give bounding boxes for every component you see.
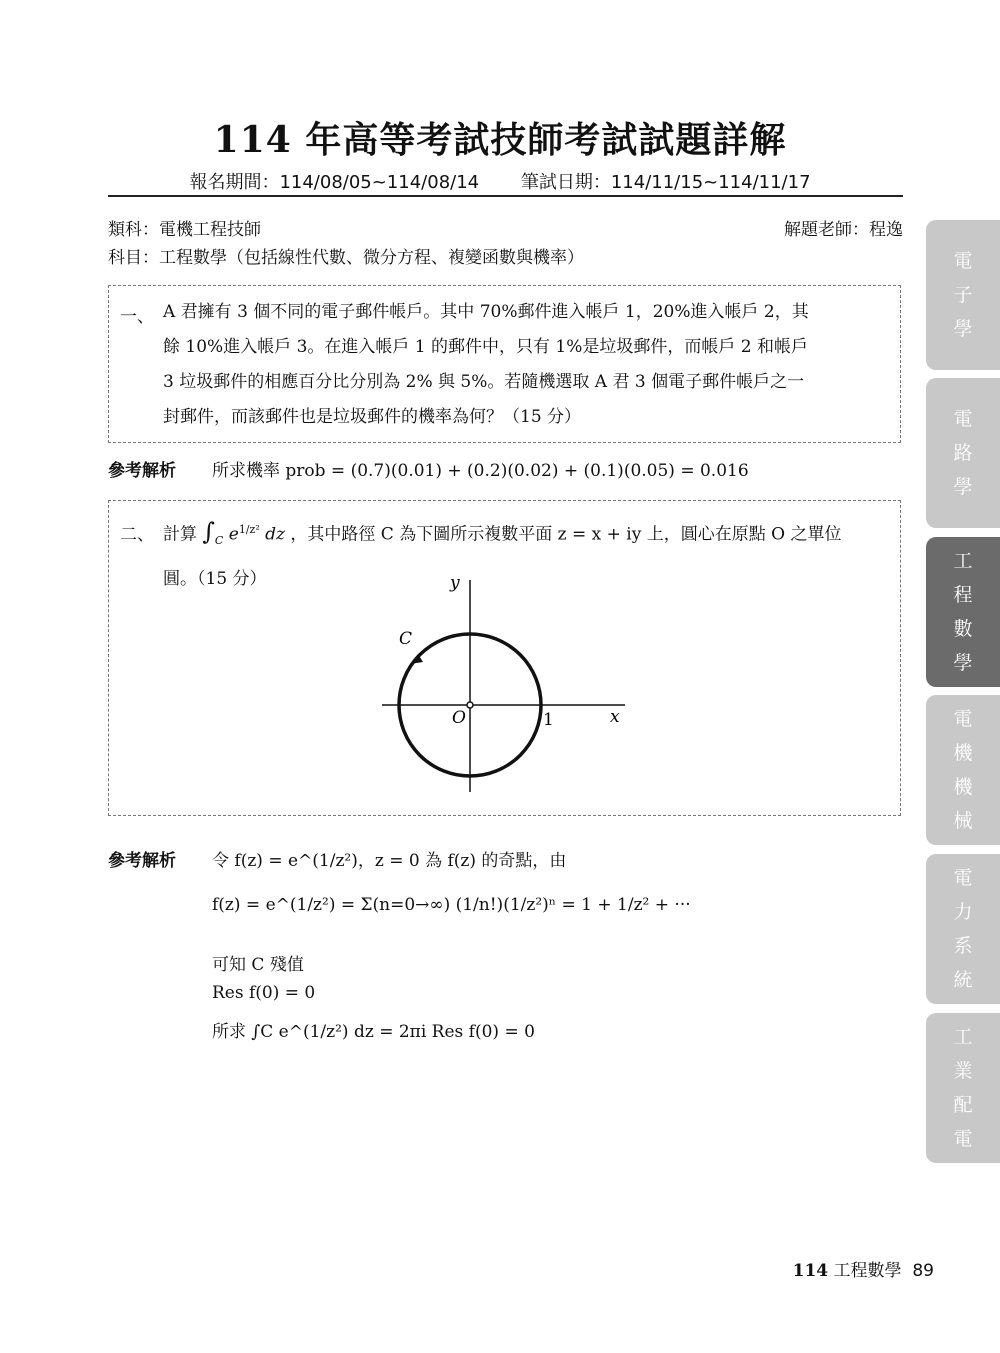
question-1-line: A 君擁有 3 個不同的電子郵件帳戶。其中 70%郵件進入帳戶 1，20%進入帳戶 2，其 bbox=[163, 302, 809, 322]
category: 類科：電機工程技師 bbox=[108, 220, 261, 240]
answer-1-label: 參考解析 bbox=[108, 461, 176, 481]
tab-char: 電 bbox=[953, 1128, 973, 1150]
page-footer bbox=[793, 1256, 934, 1281]
tab-char: 系 bbox=[953, 935, 973, 957]
answer-2-line-3: 可知 C 殘值 bbox=[212, 955, 304, 975]
question-1-number: 一、 bbox=[120, 307, 154, 327]
tab-char: 電 bbox=[953, 408, 973, 430]
answer-2-line-2: f(z) = e^(1/z²) = Σ(n=0→∞) (1/n!)(1/z²)ⁿ = 1 + 1/z² + ··· bbox=[212, 895, 691, 915]
question-2-line-1 bbox=[163, 512, 898, 558]
tab-char: 工 bbox=[953, 1026, 973, 1048]
tab-industrial-distribution[interactable] bbox=[926, 1013, 1000, 1163]
question-1-text bbox=[163, 295, 893, 435]
answer-2-line-5: 所求 ∫C e^(1/z²) dz = 2πi Res f(0) = 0 bbox=[212, 1022, 535, 1042]
tab-char: 配 bbox=[953, 1094, 973, 1116]
answer-2-line-4: Res f(0) = 0 bbox=[212, 983, 316, 1003]
answer-2-label: 參考解析 bbox=[108, 851, 176, 871]
tab-char: 子 bbox=[953, 284, 973, 306]
tab-circuits[interactable] bbox=[926, 378, 1000, 528]
tab-char: 程 bbox=[953, 584, 973, 606]
tab-engineering-math[interactable] bbox=[926, 537, 1000, 687]
footer-subject: 工程數學 bbox=[833, 1261, 902, 1281]
answer-2-line-1: 令 f(z) = e^(1/z²)，z = 0 為 f(z) 的奇點，由 bbox=[212, 851, 567, 871]
question-2-suffix: ，其中路徑 C 為下圖所示複數平面 z = x + iy 上，圓心在原點 O 之單位 bbox=[290, 524, 842, 545]
tab-char: 工 bbox=[953, 550, 973, 572]
c-label: C bbox=[399, 629, 413, 649]
tab-electric-machinery[interactable] bbox=[926, 695, 1000, 845]
answer-1-text: 所求機率 prob = (0.7)(0.01) + (0.2)(0.02) + (0.1)(0.05) = 0.016 bbox=[212, 461, 749, 481]
tab-char: 路 bbox=[953, 442, 973, 464]
page-number: 89 bbox=[912, 1261, 934, 1281]
one-label: 1 bbox=[543, 710, 554, 730]
unit-circle-figure bbox=[370, 570, 640, 795]
question-2-line-2: 圓。（15 分） bbox=[163, 569, 267, 589]
exam-dates bbox=[0, 168, 1000, 194]
tab-char: 機 bbox=[953, 776, 973, 798]
tab-char: 力 bbox=[953, 901, 973, 923]
question-2-prefix: 計算 bbox=[163, 524, 197, 545]
y-axis-label: y bbox=[450, 573, 460, 593]
teacher: 解題老師：程逸 bbox=[784, 220, 903, 240]
question-1-line: 餘 10%進入帳戶 3。在進入帳戶 1 的郵件中，只有 1%是垃圾郵件，而帳戶 2 和帳戶 bbox=[163, 337, 809, 357]
origin-label: O bbox=[452, 708, 466, 728]
tab-char: 電 bbox=[953, 250, 973, 272]
tab-char: 數 bbox=[953, 618, 973, 640]
tab-char: 學 bbox=[953, 476, 973, 498]
differential: dz bbox=[265, 524, 285, 545]
tab-electronics[interactable] bbox=[926, 220, 1000, 370]
tab-char: 電 bbox=[953, 867, 973, 889]
tab-char: 統 bbox=[953, 969, 973, 991]
tab-char: 業 bbox=[953, 1060, 973, 1082]
x-axis-label: x bbox=[610, 707, 620, 727]
tab-char: 械 bbox=[953, 810, 973, 832]
header-rule bbox=[108, 195, 903, 197]
tab-power-systems[interactable] bbox=[926, 854, 1000, 1004]
tab-char: 學 bbox=[953, 318, 973, 340]
integral-symbol: ∫ bbox=[202, 517, 215, 546]
subject: 科目：工程數學（包括線性代數、微分方程、複變函數與機率） bbox=[108, 248, 584, 268]
tab-char: 學 bbox=[953, 652, 973, 674]
footer-year: 114 bbox=[792, 1261, 829, 1281]
origin-point bbox=[467, 702, 473, 708]
tab-char: 機 bbox=[953, 742, 973, 764]
tab-char: 電 bbox=[953, 708, 973, 730]
question-1-line: 封郵件，而該郵件也是垃圾郵件的機率為何？（15 分） bbox=[163, 407, 582, 427]
question-2-number: 二、 bbox=[120, 525, 154, 545]
integral-subscript: C bbox=[214, 534, 224, 548]
exam-date: 筆試日期：114/11/15~114/11/17 bbox=[520, 172, 811, 193]
integrand-exponent: 1/z² bbox=[238, 523, 260, 536]
page-title: 114 年高等考試技師考試試題詳解 bbox=[213, 119, 787, 161]
registration-period: 報名期間：114/08/05~114/08/14 bbox=[189, 172, 480, 193]
integrand: e bbox=[228, 524, 239, 545]
question-1-line: 3 垃圾郵件的相應百分比分別為 2% 與 5%。若隨機選取 A 君 3 個電子郵件帳戶之一 bbox=[163, 372, 805, 392]
